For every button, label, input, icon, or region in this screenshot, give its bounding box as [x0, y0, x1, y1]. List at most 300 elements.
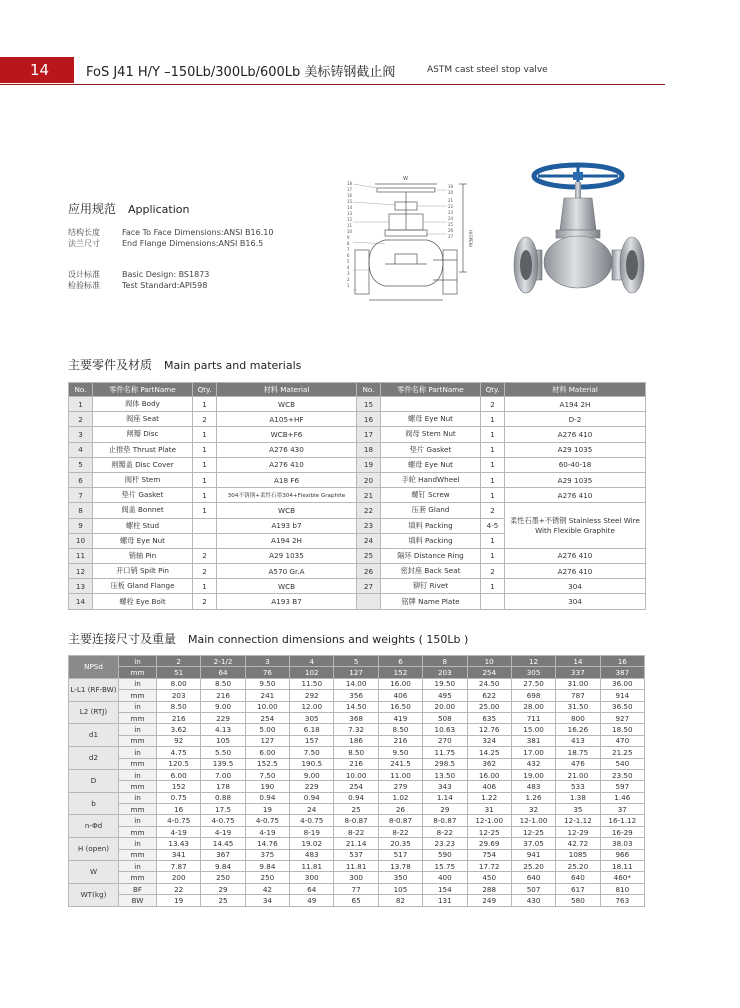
drawing-label-w: W [403, 176, 408, 182]
parts-cell: 2 [193, 594, 217, 609]
table-row [69, 442, 646, 457]
dims-cell: 29.69 [467, 838, 511, 849]
parts-cell: 压板 Gland Flange [93, 579, 193, 594]
table-row [69, 690, 645, 701]
dims-cell: 127 [334, 667, 378, 678]
svg-text:26: 26 [448, 228, 454, 233]
svg-text:10: 10 [347, 229, 353, 234]
table-row [69, 594, 646, 609]
dims-cell: 16.26 [556, 724, 600, 735]
dims-cell: 19.00 [511, 769, 555, 780]
dims-cell: 279 [378, 781, 422, 792]
application-title [68, 200, 189, 217]
parts-cell: 1 [481, 579, 505, 594]
dims-cell: 17.00 [511, 747, 555, 758]
dims-cell: 12-25 [467, 826, 511, 837]
dims-unit: mm [119, 712, 157, 723]
svg-text:3: 3 [347, 271, 350, 276]
table-row [69, 781, 645, 792]
parts-cell: 23 [357, 518, 381, 533]
dims-cell: 375 [245, 849, 289, 860]
dims-row-label: D [69, 769, 119, 792]
parts-cell: 螺母 Eye Nut [381, 457, 481, 472]
dims-cell: 152.5 [245, 758, 289, 769]
parts-cell: 14 [69, 594, 93, 609]
dims-cell: 64 [290, 883, 334, 894]
dims-cell: 76 [245, 667, 289, 678]
parts-cell: 24 [357, 533, 381, 548]
dims-cell: 914 [600, 690, 644, 701]
dims-cell: 139.5 [201, 758, 245, 769]
parts-cell: 25 [357, 548, 381, 563]
dims-cell: 19 [245, 804, 289, 815]
parts-cell: 1 [193, 427, 217, 442]
parts-cell: 1 [69, 397, 93, 412]
svg-text:2: 2 [347, 277, 350, 282]
parts-cell: 1 [193, 488, 217, 503]
dims-cell: 16-1.12 [600, 815, 644, 826]
dims-cell: 413 [556, 735, 600, 746]
svg-text:1: 1 [347, 283, 350, 288]
parts-cell: 阀体 Body [93, 397, 193, 412]
parts-cell: 1 [193, 442, 217, 457]
dims-cell: 13.43 [157, 838, 201, 849]
parts-cell: 压套 Gland [381, 503, 481, 518]
dims-cell: 540 [600, 758, 644, 769]
dims-cell: 8-19 [290, 826, 334, 837]
dims-cell: 7.50 [245, 769, 289, 780]
dims-cell: 1.22 [467, 792, 511, 803]
spec-line: 结构长度 Face To Face Dimensions:ANSI B16.10 [68, 228, 274, 237]
dims-cell: 4.13 [201, 724, 245, 735]
parts-header-cell: Qty. [481, 383, 505, 397]
dims-cell: 337 [556, 667, 600, 678]
dims-cell: 787 [556, 690, 600, 701]
dims-cell: 476 [556, 758, 600, 769]
dims-cell: 1.02 [378, 792, 422, 803]
parts-cell: WCB+F6 [217, 427, 357, 442]
dims-cell: 38.03 [600, 838, 644, 849]
parts-cell: 4 [69, 442, 93, 457]
parts-cell: 阀盖 Bonnet [93, 503, 193, 518]
dims-cell: 250 [245, 872, 289, 883]
parts-cell: WCB [217, 579, 357, 594]
parts-header-cell: 零件名称 PartName [381, 383, 481, 397]
table-row [69, 712, 645, 723]
dims-unit: in [119, 815, 157, 826]
dims-cell: 324 [467, 735, 511, 746]
page-subtitle: ASTM cast steel stop valve [427, 65, 548, 75]
dims-cell: 229 [290, 781, 334, 792]
dims-cell: 1.26 [511, 792, 555, 803]
svg-text:9: 9 [347, 235, 350, 240]
parts-cell [193, 533, 217, 548]
dims-cell: 190 [245, 781, 289, 792]
parts-cell: 阀杆 Stem [93, 472, 193, 487]
dims-cell: 216 [201, 690, 245, 701]
dims-unit: mm [119, 849, 157, 860]
dims-cell: 178 [201, 781, 245, 792]
parts-cell: 柔性石墨+不锈钢 Stainless Steel Wire With Flexible Graphite [505, 503, 646, 549]
dims-cell: 6.00 [245, 747, 289, 758]
dims-cell: 927 [600, 712, 644, 723]
parts-cell: 7 [69, 488, 93, 503]
spec-line: 设计标准 Basic Design: BS1873 [68, 270, 210, 279]
dims-cell: 18.75 [556, 747, 600, 758]
dims-cell: 4-0.75 [157, 815, 201, 826]
dims-cell: 241.5 [378, 758, 422, 769]
dims-cell: 42 [245, 883, 289, 894]
table-row [69, 883, 645, 894]
dims-cell: 49 [290, 895, 334, 906]
parts-cell: A29 1035 [505, 442, 646, 457]
parts-cell: 1 [481, 488, 505, 503]
dims-cell: 406 [378, 690, 422, 701]
svg-text:22: 22 [448, 204, 454, 209]
dims-unit: in [119, 838, 157, 849]
parts-cell: 2 [193, 548, 217, 563]
dims-cell: 381 [511, 735, 555, 746]
svg-text:13: 13 [347, 211, 353, 216]
table-row [69, 397, 646, 412]
dims-cell: 216 [334, 758, 378, 769]
svg-text:25: 25 [448, 222, 454, 227]
dims-cell: 12.76 [467, 724, 511, 735]
dims-cell: 8.50 [378, 724, 422, 735]
dims-cell: 9.00 [201, 701, 245, 712]
svg-text:16: 16 [347, 193, 353, 198]
dims-cell: 8-22 [423, 826, 467, 837]
dims-cell: 36.50 [600, 701, 644, 712]
dims-cell: 298.5 [423, 758, 467, 769]
dims-cell: 8.00 [157, 678, 201, 689]
dims-unit: in [119, 701, 157, 712]
dims-cell: 8-22 [378, 826, 422, 837]
dims-cell: 533 [556, 781, 600, 792]
parts-table-header [69, 383, 646, 397]
svg-text:4: 4 [347, 265, 350, 270]
dims-cell: 517 [378, 849, 422, 860]
parts-cell: 1 [481, 427, 505, 442]
table-row [69, 457, 646, 472]
dims-cell: 21.14 [334, 838, 378, 849]
dims-cell: 622 [467, 690, 511, 701]
table-row [69, 815, 645, 826]
dims-cell: 10.00 [245, 701, 289, 712]
dims-cell: 200 [157, 872, 201, 883]
parts-cell: A570 Gr.A [217, 564, 357, 579]
dims-cell: 711 [511, 712, 555, 723]
dims-cell: 21.25 [600, 747, 644, 758]
dims-cell: 14.25 [467, 747, 511, 758]
parts-cell: 304不锈钢+柔性石墨304+Flexible Graphite [217, 488, 357, 503]
dims-cell: 31 [467, 804, 511, 815]
dims-row-label: H (open) [69, 838, 119, 861]
dims-cell: 617 [556, 883, 600, 894]
dims-cell: 157 [290, 735, 334, 746]
application-title-en: Application [128, 203, 190, 216]
table-row [69, 472, 646, 487]
dims-cell: 25 [334, 804, 378, 815]
dims-cell: 152 [157, 781, 201, 792]
dims-unit: mm [119, 781, 157, 792]
svg-text:21: 21 [448, 198, 454, 203]
dims-cell: 8 [423, 656, 467, 667]
parts-cell: 10 [69, 533, 93, 548]
dims-row-label: d1 [69, 724, 119, 747]
parts-cell: 27 [357, 579, 381, 594]
parts-cell: 填料 Packing [381, 533, 481, 548]
dims-cell: 26 [378, 804, 422, 815]
dims-cell: 229 [201, 712, 245, 723]
dims-cell: 5.50 [201, 747, 245, 758]
drawing-callouts-right [448, 184, 454, 239]
dims-cell: 15.75 [423, 861, 467, 872]
parts-cell: 垫片 Gasket [381, 442, 481, 457]
dims-cell: 300 [290, 872, 334, 883]
dims-cell: 203 [157, 690, 201, 701]
dims-cell: 64 [201, 667, 245, 678]
parts-cell: A194 2H [217, 533, 357, 548]
dims-section-title: 主要连接尺寸及重量 Main connection dimensions and weights ( 150Lb ) [68, 632, 469, 646]
dims-cell: 21.00 [556, 769, 600, 780]
parts-cell: A276 410 [505, 564, 646, 579]
parts-cell: 铆钉 Rivet [381, 579, 481, 594]
dims-cell: 17.72 [467, 861, 511, 872]
dims-cell: 450 [467, 872, 511, 883]
dims-cell: 18.11 [600, 861, 644, 872]
dims-cell: 763 [600, 895, 644, 906]
parts-cell: 2 [69, 412, 93, 427]
dims-cell: 16.00 [467, 769, 511, 780]
dims-cell: 20.00 [423, 701, 467, 712]
dims-cell: 10.63 [423, 724, 467, 735]
dims-cell: 640 [511, 872, 555, 883]
dims-cell: 19.02 [290, 838, 334, 849]
dims-cell: 4-0.75 [290, 815, 334, 826]
dims-cell: 254 [245, 712, 289, 723]
dims-cell: 341 [157, 849, 201, 860]
dims-cell: 941 [511, 849, 555, 860]
dims-cell: 12-1.00 [511, 815, 555, 826]
dims-cell: 4.75 [157, 747, 201, 758]
dims-cell: 216 [157, 712, 201, 723]
parts-cell: 12 [69, 564, 93, 579]
dims-cell: 2 [157, 656, 201, 667]
parts-cell: 螺柱 Stud [93, 518, 193, 533]
dims-cell: 6.18 [290, 724, 334, 735]
dims-unit: in [119, 724, 157, 735]
parts-cell: 1 [481, 548, 505, 563]
dims-cell: 92 [157, 735, 201, 746]
dims-cell: 4-0.75 [245, 815, 289, 826]
dims-cell: 537 [334, 849, 378, 860]
parts-header-cell: No. [69, 383, 93, 397]
dims-cell: 288 [467, 883, 511, 894]
dims-unit: BF [119, 883, 157, 894]
dims-cell: 36.00 [600, 678, 644, 689]
dims-cell: 9.00 [290, 769, 334, 780]
dims-cell: 590 [423, 849, 467, 860]
parts-header-cell: 零件名称 PartName [93, 383, 193, 397]
parts-cell: A29 1035 [505, 472, 646, 487]
dims-cell: 29 [423, 804, 467, 815]
dims-cell: 154 [423, 883, 467, 894]
parts-cell: 隔环 Distance Ring [381, 548, 481, 563]
parts-cell: A18 F6 [217, 472, 357, 487]
dims-cell: 31.50 [556, 701, 600, 712]
parts-cell: 21 [357, 488, 381, 503]
svg-text:8: 8 [347, 241, 350, 246]
table-row [69, 579, 646, 594]
dims-cell: 6 [378, 656, 422, 667]
svg-text:5: 5 [347, 259, 350, 264]
parts-cell: 螺栓 Eye Bolt [93, 594, 193, 609]
dims-cell: 4-19 [157, 826, 201, 837]
valve-section-drawing [345, 172, 495, 322]
dims-cell: 35 [556, 804, 600, 815]
dims-row-label: n-Φd [69, 815, 119, 838]
parts-cell: 8 [69, 503, 93, 518]
parts-cell: 手轮 HandWheel [381, 472, 481, 487]
parts-header-cell: Qty. [193, 383, 217, 397]
parts-cell: 阀座 Seat [93, 412, 193, 427]
parts-cell [481, 594, 505, 609]
dims-cell: 12 [511, 656, 555, 667]
dims-cell: 356 [334, 690, 378, 701]
dims-cell: 8-0.87 [378, 815, 422, 826]
dims-cell: 1.38 [556, 792, 600, 803]
dims-cell: 23.50 [600, 769, 644, 780]
parts-cell [357, 594, 381, 609]
svg-text:17: 17 [347, 187, 353, 192]
parts-cell: 60-40-18 [505, 457, 646, 472]
dims-cell: 8-0.87 [334, 815, 378, 826]
page-number: 14 [0, 57, 74, 83]
svg-text:20: 20 [448, 190, 454, 195]
dims-unit: BW [119, 895, 157, 906]
table-row [69, 838, 645, 849]
dims-cell: 7.32 [334, 724, 378, 735]
table-row [69, 503, 646, 518]
parts-cell: 3 [69, 427, 93, 442]
drawing-callouts-left [347, 181, 353, 288]
dims-cell: 25 [201, 895, 245, 906]
dims-row-label: WT(kg) [69, 883, 119, 906]
svg-text:19: 19 [448, 184, 454, 189]
dims-cell: 16.50 [378, 701, 422, 712]
parts-cell: 1 [193, 579, 217, 594]
parts-cell: 2 [193, 412, 217, 427]
dims-cell: 11.75 [423, 747, 467, 758]
dims-cell: 300 [334, 872, 378, 883]
parts-cell: 螺钉 Screw [381, 488, 481, 503]
dims-row-label: W [69, 861, 119, 884]
parts-cell: 1 [481, 442, 505, 457]
dims-cell: 6.00 [157, 769, 201, 780]
parts-cell: 铭牌 Name Plate [381, 594, 481, 609]
dims-cell: 22 [157, 883, 201, 894]
dims-cell: 1.46 [600, 792, 644, 803]
table-row [69, 427, 646, 442]
table-row [69, 564, 646, 579]
dims-unit: mm [119, 735, 157, 746]
dims-cell: 12-29 [556, 826, 600, 837]
dims-unit: in [119, 861, 157, 872]
dims-row-label: NPSd [69, 656, 119, 679]
parts-cell: 阀母 Stem Nut [381, 427, 481, 442]
dims-cell: 9.84 [201, 861, 245, 872]
dims-cell: 1085 [556, 849, 600, 860]
dims-unit: in [119, 769, 157, 780]
parts-cell: 1 [193, 457, 217, 472]
parts-cell: 2 [481, 397, 505, 412]
dims-cell: 82 [378, 895, 422, 906]
dims-cell: 4 [290, 656, 334, 667]
dims-cell: 12-1.00 [467, 815, 511, 826]
dims-cell: 190.5 [290, 758, 334, 769]
parts-cell: 2 [193, 564, 217, 579]
dims-cell: 460* [600, 872, 644, 883]
dims-cell: 105 [378, 883, 422, 894]
dims-cell: 10 [467, 656, 511, 667]
dims-cell: 7.87 [157, 861, 201, 872]
dims-cell: 362 [467, 758, 511, 769]
table-row [69, 735, 645, 746]
dims-cell: 65 [334, 895, 378, 906]
parts-cell: A276 410 [505, 548, 646, 563]
dims-cell: 17.5 [201, 804, 245, 815]
parts-cell: 1 [193, 397, 217, 412]
parts-cell: 9 [69, 518, 93, 533]
dims-row-label: L2 (RTJ) [69, 701, 119, 724]
parts-cell: 6 [69, 472, 93, 487]
dims-unit: mm [119, 758, 157, 769]
parts-cell: 15 [357, 397, 381, 412]
dims-cell: 16.00 [378, 678, 422, 689]
dims-cell: 387 [600, 667, 644, 678]
parts-cell: 螺母 Eye Nut [381, 412, 481, 427]
dims-cell: 4-19 [201, 826, 245, 837]
parts-cell: 304 [505, 594, 646, 609]
parts-cell: 1 [481, 457, 505, 472]
dims-cell: 14.45 [201, 838, 245, 849]
table-row [69, 895, 645, 906]
dims-cell: 430 [511, 895, 555, 906]
parts-table [68, 382, 646, 610]
parts-cell: 11 [69, 548, 93, 563]
dims-cell: 25.00 [467, 701, 511, 712]
table-row [69, 701, 645, 712]
dims-cell: 508 [423, 712, 467, 723]
parts-cell: A194 2H [505, 397, 646, 412]
dims-cell: 10.00 [334, 769, 378, 780]
parts-cell: A276 410 [505, 427, 646, 442]
dims-cell: 580 [556, 895, 600, 906]
dims-cell: 368 [334, 712, 378, 723]
svg-text:7: 7 [347, 247, 350, 252]
dims-cell: 635 [467, 712, 511, 723]
dims-cell: 249 [467, 895, 511, 906]
table-row [69, 861, 645, 872]
table-row [69, 412, 646, 427]
table-row [69, 724, 645, 735]
table-row [69, 804, 645, 815]
dims-cell: 23.23 [423, 838, 467, 849]
dims-cell: 203 [423, 667, 467, 678]
dims-cell: 14.00 [334, 678, 378, 689]
dims-unit: mm [119, 667, 157, 678]
